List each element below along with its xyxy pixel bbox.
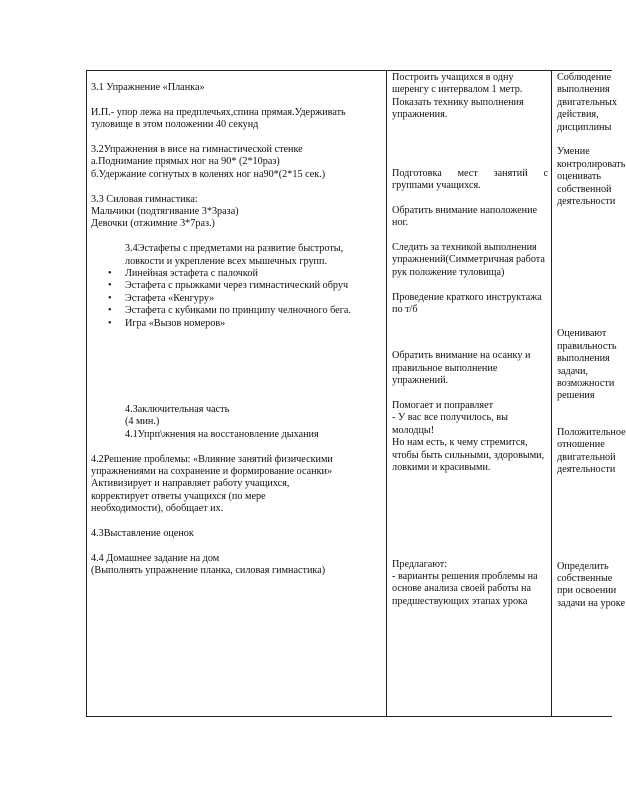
problem-line-5: необходимости), обобщает их. [91, 503, 224, 515]
teacher-note-8a: Предлагают: [392, 558, 448, 570]
homework-title: 4.4 Домашнее задание на дом [91, 552, 220, 564]
teacher-note-8b: - варианты решения проблемы на основе анализа своей работы на предшествующих этапах урока [392, 570, 538, 607]
outcome-line: отношение [557, 439, 605, 451]
plank-position: И.П.- упор лежа на предплечьях,спина прямая.Удерживать [91, 106, 346, 118]
list-item: • Игра «Вызов номеров» [91, 318, 381, 330]
table-bottom-border [86, 716, 612, 717]
relay-title-cont: ловкости и укрепление всех мышечных групп. [125, 255, 327, 267]
wall-item-b: б.Удержание согнутых в коленях ног на90*(2*15 сек.) [91, 168, 326, 180]
outcome-line: действия, [557, 109, 599, 121]
outcome-line: Умение [557, 146, 590, 158]
outcome-line: задачи на уроке [557, 597, 625, 609]
table-divider-1 [386, 70, 387, 717]
list-item: • Эстафета «Кенгуру» [91, 293, 381, 305]
outcome-line: деятельности [557, 196, 616, 208]
outcome-line: Соблюдение [557, 72, 612, 83]
outcome-line: двигательных [557, 96, 617, 108]
content-column [91, 82, 381, 578]
list-item: • Линейная эстафета с палочкой [91, 268, 381, 280]
wall-title: 3.2Упражнения в висе на гимнастической стенке [91, 144, 303, 155]
teacher-note-5: Проведение краткого инструктажа по т/б [392, 291, 542, 316]
grades: 4.3Выставление оценок [91, 528, 194, 540]
table-top-border [86, 70, 612, 71]
outcome-line: возможности [557, 378, 615, 390]
teacher-note-7b: - У вас все получилось, вы молодцы! [392, 412, 508, 436]
teacher-note-6: Обратить внимание на осанку и правильное выполнение упражнений. [392, 350, 531, 387]
relay-title: 3.4Эстафеты с предметами на развитие быстроты, [125, 243, 344, 255]
outcome-line: при освоении [557, 585, 617, 597]
teacher-note-7c: Но нам есть, к чему стремится, чтобы быть сильными, здоровыми, ловкими и красивыми. [392, 437, 545, 474]
outcome-column [557, 72, 626, 610]
teacher-note-7a: Помогает и поправляет [392, 400, 494, 412]
final-time: (4 мин.) [125, 416, 160, 428]
final-title: 4.Заключительная часть [125, 404, 230, 416]
wall-item-a: а.Поднимание прямых ног на 90* (2*10раз) [91, 156, 280, 168]
teacher-note-4: Следить за техникой выполнения упражнений(Симметричная работа рук положение туловища) [392, 242, 545, 278]
list-item: • Эстафета с кубиками по принципу челночного бега. [91, 305, 381, 317]
teacher-note-1: Построить учащихся в одну шеренгу с интервалом 1 метр. Показать технику выполнения упражнения. [392, 72, 524, 121]
homework-text: (Выполнять упражнение планка, силовая гимнастика) [91, 565, 326, 577]
table-divider-2 [551, 70, 552, 717]
outcome-line: решения [557, 390, 595, 402]
problem-line-1: 4.2Решение проблемы: «Влияние занятий физическими [91, 453, 333, 465]
problem-line-3: Активизирует и направляет работу учащихся, [91, 478, 290, 490]
outcome-line: задачи, [557, 365, 588, 377]
teacher-note-2a: Подготовка мест занятий с [392, 167, 548, 179]
outcome-line: собственные [557, 572, 613, 584]
plank-title: 3.1 Упражнение «Планка» [91, 82, 205, 93]
outcome-line: собственной [557, 183, 612, 195]
teacher-note-3: Обратить внимание наположение ног. [392, 204, 538, 229]
power-title: 3.3 Силовая гимнастика: [91, 193, 198, 205]
plank-position-cont: туловище в этом положении 40 секунд [91, 119, 259, 131]
final-breath: 4.1Упрп\жнения на восстановление дыхания [125, 428, 319, 440]
outcome-line: выполнения [557, 353, 610, 365]
outcome-line: контролировать [557, 158, 626, 170]
table-left-border [86, 70, 87, 717]
list-item: • Эстафета с прыжками через гимнастический обруч [91, 280, 381, 292]
outcome-line: Определить [557, 560, 609, 572]
outcome-line: оценивать [557, 171, 602, 183]
outcome-line: правильность [557, 340, 617, 352]
outcome-line: выполнения [557, 84, 610, 96]
relay-list [91, 268, 381, 330]
power-boys: Мальчики (подтягивание 3*3раза) [91, 206, 239, 218]
outcome-line: Положительное [557, 426, 626, 438]
teacher-column [392, 72, 548, 608]
power-girls: Девочки (отжимние 3*7раз.) [91, 218, 215, 230]
outcome-line: Оценивают [557, 328, 607, 340]
outcome-line: дисциплины [557, 121, 612, 133]
problem-line-2: упражнениями на сохранение и формирование осанки» [91, 466, 333, 478]
outcome-line: деятельности [557, 464, 616, 476]
problem-line-4: корректирует ответы учащихся (по мере [91, 490, 266, 502]
teacher-note-2b: группами учащихся. [392, 180, 481, 192]
outcome-line: двигательной [557, 451, 616, 463]
